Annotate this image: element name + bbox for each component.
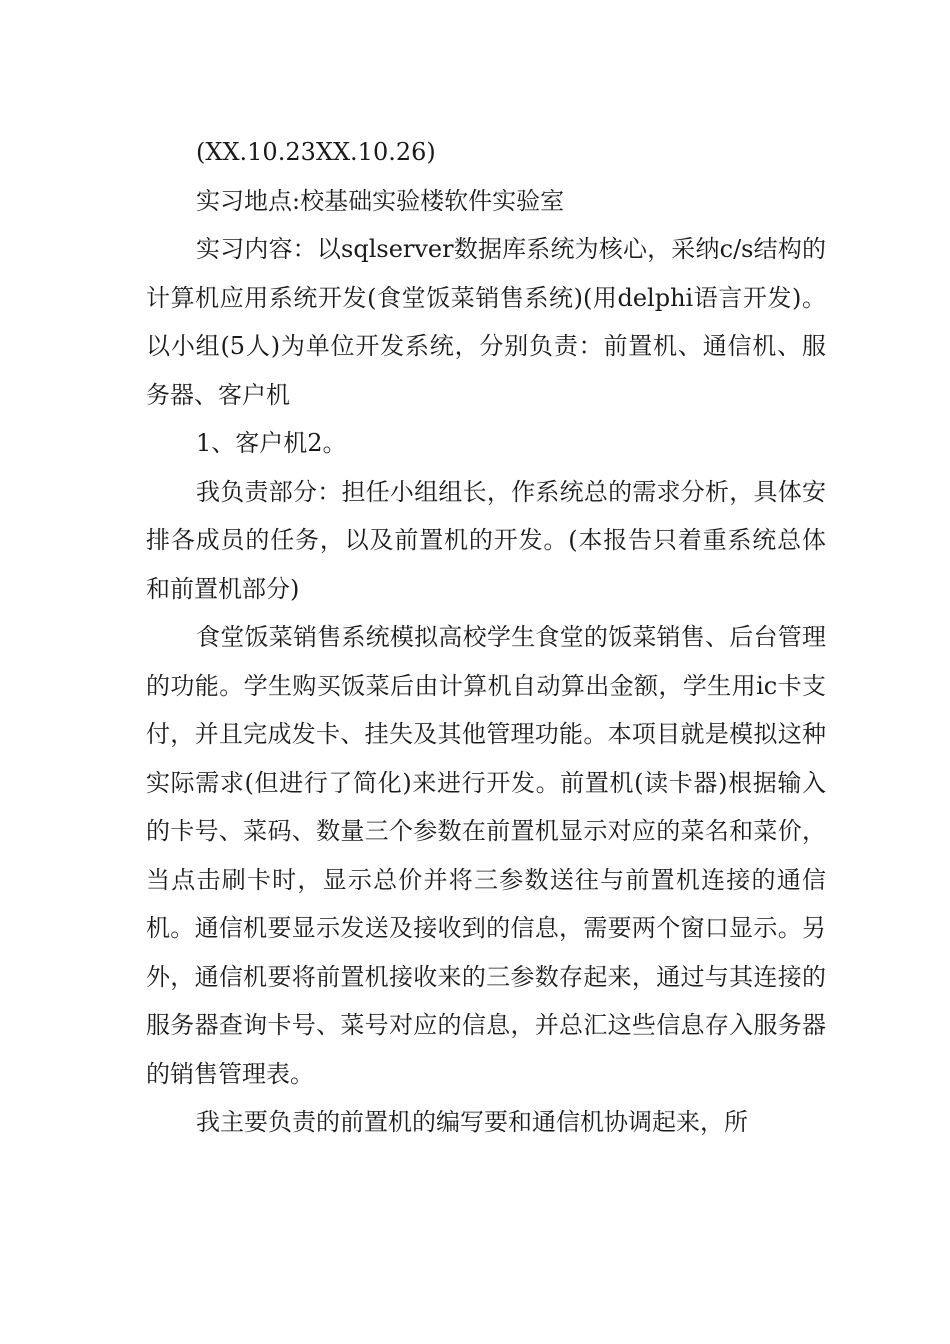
paragraph-my-role: 我负责部分：担任小组组长，作系统总的需求分析，具体安排各成员的任务，以及前置机的开发。(本报告只着重系统总体和前置机部分) — [146, 477, 826, 603]
paragraph-location: 实习地点:校基础实验楼软件实验室 — [196, 186, 565, 215]
paragraph-front-end-duty: 我主要负责的前置机的编写要和通信机协调起来，所 — [196, 1108, 748, 1136]
document-body — [146, 128, 826, 1147]
paragraph-system-description: 食堂饭菜销售系统模拟高校学生食堂的饭菜销售、后台管理的功能。学生购买饭菜后由计算机自动算出金额，学生用ic卡支付，并且完成发卡、挂失及其他管理功能。本项目就是模拟这种实际需求(但进行了简化)来进行开发。前置机(读卡器)根据输入的卡号、菜码、数量三个参数在前置机显示对应的菜名和菜价，当点击刷卡时，显示总价并将三参数送往与前置机连接的通信机。通信机要显示发送及接收到的信息，需要两个窗口显示。另外，通信机要将前置机接收来的三参数存起来，通过与其连接的服务器查询卡号、菜号对应的信息，并总汇这些信息存入服务器的销售管理表。 — [146, 623, 826, 1088]
paragraph-content: 实习内容：以sqlserver数据库系统为核心，采纳c/s结构的计算机应用系统开发(食堂饭菜销售系统)(用delphi语言开发)。以小组(5人)为单位开发系统，分别负责：前置机、通信机、服务器、客户机 — [146, 235, 826, 409]
paragraph-date-range: (XX.10.23XX.10.26) — [196, 138, 436, 166]
paragraph-client-item: 1、客户机2。 — [196, 429, 347, 457]
